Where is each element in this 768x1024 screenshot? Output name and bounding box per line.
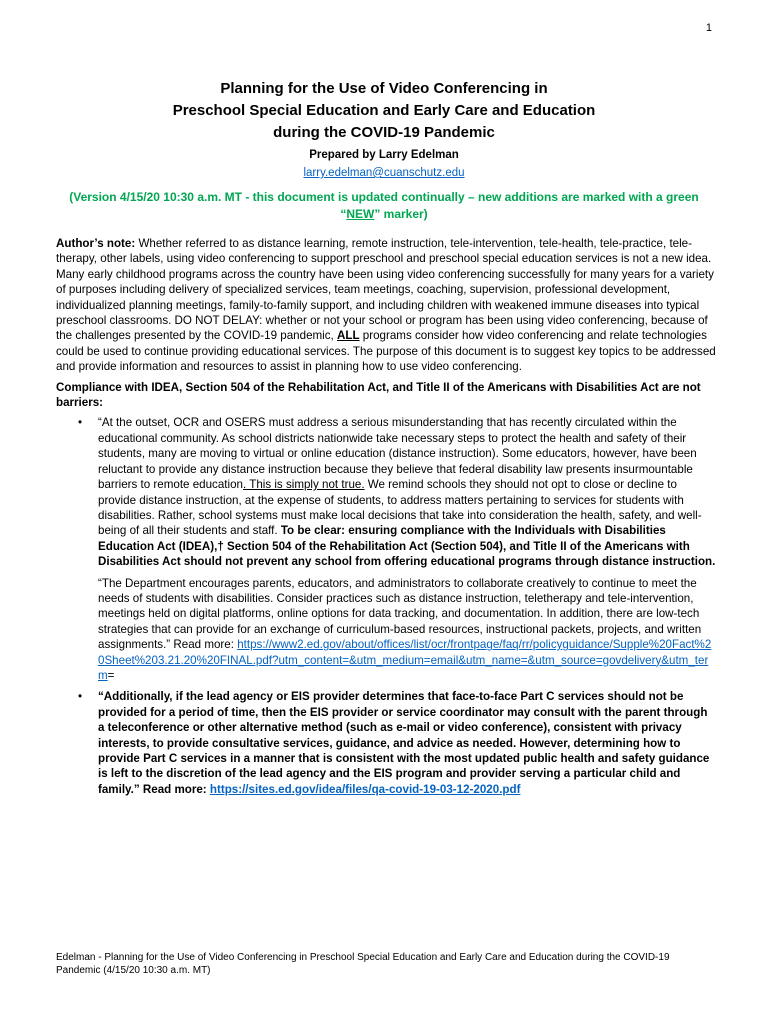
title-line-1: Planning for the Use of Video Conferencing in: [220, 80, 548, 97]
bullet1-emphasis: . This is simply not true.: [243, 478, 365, 492]
bullet2-paragraph: [98, 689, 716, 797]
list-item-part-c: [56, 689, 716, 797]
page-footer: Edelman - Planning for the Use of Video Conferencing in Preschool Special Education and Early Care and Education during the COVID-19 Pandemic (4/15/20 10:30 a.m. MT): [56, 952, 670, 976]
page-number: 1: [705, 22, 712, 34]
bullet-icon: •: [78, 690, 83, 704]
compliance-heading: Compliance with IDEA, Section 504 of the Rehabilitation Act, and Title II of the Americans with Disabilities Act are not barriers:: [56, 380, 701, 410]
authors-note-text-2: programs consider how video conferencing and relate technologies could be used to continue providing educational services. The purpose of this document is to suggest key topics to be addressed and provide information and resources to assist in planning how to use video conferencing.: [56, 329, 716, 374]
authors-note: [56, 236, 716, 375]
bullet1-para2-text: “The Department encourages parents, educators, and administrators to collaborate creatively to continue to meet the needs of students with disabilities. Consider practices such as distance instruction, teletherapy and tele-intervention, meetings held on digital platforms, online options for data tracking, and documentation. In addition, there are low-tech strategies that can provide for an exchange of curriculum-based resources, instructional packets, projects, and written assignments.” Read more:: [98, 576, 702, 652]
authors-note-text-1: Whether referred to as distance learning, remote instruction, tele-intervention, tele-health, tele-practice, tele-therapy, other labels, using video conferencing to support preschool and preschool special education services is not a new idea. Many early childhood programs across the country have been using video conferencing successfully for many years for a variety of purposes including delivery of specialized services, team meetings, coaching, supervision, professional development, individualized planning meetings, family-to-family support, and including children with weakened immune diseases into typical preschool classrooms. DO NOT DELAY: whether or not your school or program has been using video conferencing, because of the challenges presented by the COVID-19 pandemic,: [56, 237, 714, 343]
bullet2-text: “Additionally, if the lead agency or EIS provider determines that face-to-face Part C services should not be provided for a period of time, then the EIS provider or service coordinator may consult with the parent through a teleconference or other alternative method (such as e-mail or video conference), consistent with privacy interests, to provide consultative services, guidance, and advice as needed. However, determining how to provide Part C services in a manner that is consistent with the most updated public health and safety guidance is left to the discretion of the lead agency and the EIS program and provider serving a particular child and family.” Read more:: [98, 690, 710, 796]
title-line-2: Preschool Special Education and Early Care and Education: [172, 102, 596, 119]
author-email-link[interactable]: larry.edelman@cuanschutz.edu: [303, 167, 465, 179]
list-item-ocr-osers: [56, 415, 716, 683]
authors-note-label: Author’s note:: [56, 237, 136, 250]
version-note: [54, 189, 714, 223]
document-body: [56, 236, 716, 803]
bullet-icon: •: [78, 416, 83, 430]
bullet1-text-1: “At the outset, OCR and OSERS must address a serious misunderstanding that has recently circulated within the educational community. As school districts nationwide take necessary steps to protect the health and safety of their students, many are moving to virtual or online education (distance instruction). Some educators, however, have been reluctant to provide any distance instruction because they believe that federal disability law presents insurmountable barriers to remote education: [98, 416, 697, 492]
prepared-by: Prepared by Larry Edelman: [309, 149, 459, 161]
title-line-3: during the COVID-19 Pandemic: [273, 124, 495, 141]
version-text-2: ” marker): [374, 207, 428, 221]
bullet1-text-2: We remind schools they should not opt to close or decline to provide distance instruction, at the expense of students, to address matters pertaining to services for students with disabilities. Rather, school systems must make local decisions that take into consideration the health, safety, and well-being of all their students and staff.: [98, 478, 702, 538]
document-header: [0, 78, 768, 223]
bullet1-paragraph-2: [98, 576, 716, 684]
new-marker: NEW: [346, 207, 375, 221]
ed-gov-fact-sheet-link[interactable]: https://www2.ed.gov/about/offices/list/ocr/frontpage/faq/rr/policyguidance/Supple%20Fact%20Sheet%203.21.20%20FINAL.pdf?utm_content=&utm_medium=email&utm_name=&utm_source=govdelivery&utm_term: [98, 638, 712, 682]
bullet1-bold-text: To be clear: ensuring compliance with the Individuals with Disabilities Education Act (IDEA),† Section 504 of the Rehabilitation Act (Section 504), and Title II of the Americans with Disabilities Act should not prevent any school from offering educational programs through distance instruction.: [98, 524, 716, 569]
version-text-1: (Version 4/15/20 10:30 a.m. MT - this document is updated continually – new additions are marked with a green “: [69, 190, 699, 221]
idea-qa-link[interactable]: https://sites.ed.gov/idea/files/qa-covid-19-03-12-2020.pdf: [209, 782, 521, 796]
quote-list: [56, 415, 716, 797]
authors-note-all: ALL: [337, 329, 360, 343]
bullet1-paragraph: [98, 415, 716, 569]
link-suffix: =: [107, 668, 115, 682]
